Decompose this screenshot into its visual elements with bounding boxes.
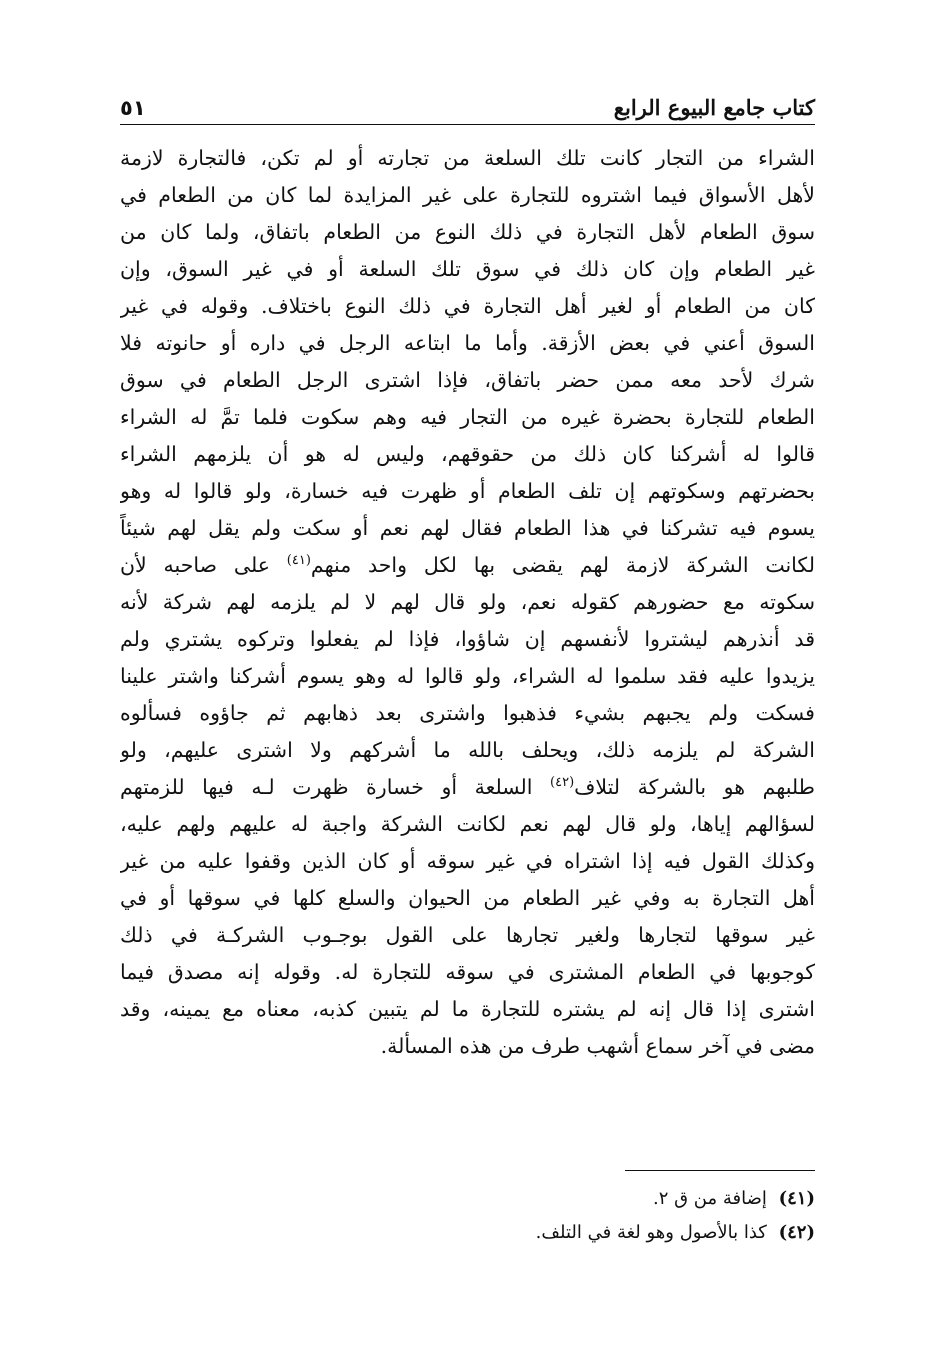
- text-line: كوجوبها في الطعام المشترى في سوقه للتجارة له. وقوله إنه مصدق فيما: [120, 960, 815, 984]
- footnote-text: كذا بالأصول وهو لغة في التلف.: [535, 1222, 767, 1243]
- text-line: الشركة لم يلزمه ذلك، ويحلف بالله ما أشركهم ولا اشترى عليهم، ولو: [120, 738, 815, 762]
- text-line: لأهل الأسواق فيما اشتروه للتجارة على غير المزايدة لما كان من الطعام في: [120, 183, 815, 207]
- text-line: الطعام للتجارة بحضرة غيره من التجار فيه وهم سكوت فلما تمَّ له الشراء: [120, 405, 815, 429]
- text-line: يزيدوا عليه فقد سلموا له الشراء، ولو قالوا له وهو يسوم أشركنا واشتر علينا: [120, 664, 815, 688]
- footnote-ref-41[interactable]: (٤١): [286, 553, 311, 569]
- text-line-with-footnote: [120, 547, 815, 584]
- body-text: [120, 140, 815, 1065]
- text-line: غير الطعام وإن كان ذلك في سوق تلك السلعة أو في غير السوق، وإن: [120, 257, 815, 281]
- text-line: وكذلك القول فيه إذا اشتراه في غير سوقه أو كان الذين وقفوا عليه من غير: [120, 849, 815, 873]
- footnote-divider: [625, 1170, 815, 1171]
- footnotes: [120, 1182, 815, 1250]
- text-line: مضى في آخر سماع أشهب طرف من هذه المسألة.: [380, 1034, 815, 1058]
- text-line: السوق أعني في بعض الأزقة. وأما ما ابتاعه الرجل في داره أو حانوته فلا: [120, 331, 815, 355]
- text-line: سوق الطعام لأهل التجارة في ذلك النوع من الطعام باتفاق، ولما كان من: [120, 220, 815, 244]
- footnote-number: (٤١): [778, 1188, 815, 1209]
- page-header: [120, 86, 815, 125]
- text-line: فسكت ولم يجبهم بشيء فذهبوا واشترى بعد ذهابهم ثم جاؤوه فسألوه: [120, 701, 815, 725]
- text-line: شرك لأحد معه ممن حضر باتفاق، فإذا اشترى الرجل الطعام في سوق: [120, 368, 815, 392]
- text-line: أهل التجارة به وفي غير الطعام من الحيوان والسلع كلها في سوقها أو في: [120, 886, 815, 910]
- text-line-tail: على صاحبه لأن: [120, 553, 287, 577]
- text-line: اشترى إذا قال إنه لم يشتره للتجارة ما لم يتبين كذبه، معناه مع يمينه، وقد: [120, 997, 815, 1021]
- text-line: لسؤالهم إياها، ولو قال لهم نعم لكانت الشركة واجبة له عليهم ولهم عليه،: [120, 812, 815, 836]
- text-line: بحضرتهم وسكوتهم إن تلف الطعام أو ظهرت فيه خسارة، ولو قالوا له وهو: [120, 479, 815, 503]
- text-line: كان من الطعام أو لغير أهل التجارة في ذلك النوع باختلاف. وقوله في غير: [120, 294, 815, 318]
- footnote-item: [120, 1182, 815, 1216]
- text-line: الشراء من التجار كانت تلك السلعة من تجارته أو لم تكن، فالتجارة لازمة: [120, 146, 815, 170]
- footnote-ref-42[interactable]: (٤٢): [550, 775, 575, 791]
- page-number: ٥١: [120, 96, 146, 120]
- text-line-head: طلبهم هو بالشركة لتلاف: [574, 775, 815, 799]
- text-line-tail: السلعة أو خسارة ظهرت لـه فيها للزمتهم: [120, 775, 551, 799]
- footnote-item: [120, 1216, 815, 1250]
- text-line: يسوم فيه تشركنا في هذا الطعام فقال لهم نعم أو سكت ولم يقل لهم شيئاً: [120, 516, 815, 540]
- footnote-text: إضافة من ق ٢.: [652, 1188, 767, 1209]
- running-title: كتاب جامع البيوع الرابع: [613, 95, 815, 120]
- text-line: قد أنذرهم ليشتروا لأنفسهم إن شاؤوا، فإذا لم يفعلوا وتركوه يشتري ولم: [120, 627, 815, 651]
- text-line: غير سوقها لتجارها ولغير تجارها على القول بوجـوب الشركـة في ذلك: [120, 923, 815, 947]
- footnote-number: (٤٢): [778, 1222, 815, 1243]
- text-line-head: لكانت الشركة لازمة لهم يقضى بها لكل واحد منهم: [310, 553, 815, 577]
- text-line-with-footnote: [120, 769, 815, 806]
- text-line: قالوا له أشركنا كان ذلك من حقوقهم، وليس له هو أن يلزمهم الشراء: [120, 442, 815, 466]
- text-line: سكوته مع حضورهم كقوله نعم، ولو قال لهم لا لم يلزمه لهم شركة لأنه: [120, 590, 815, 614]
